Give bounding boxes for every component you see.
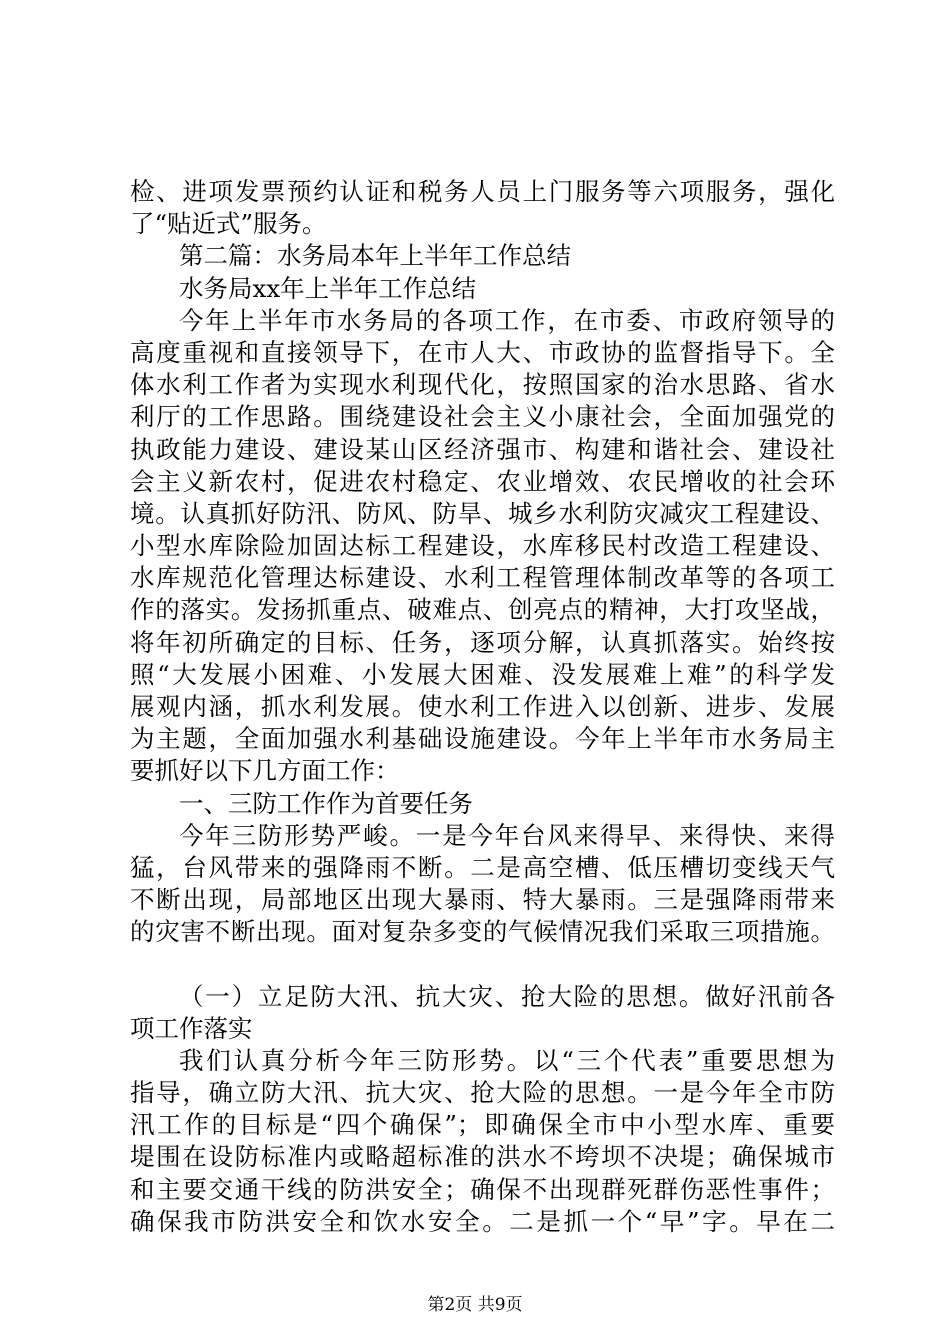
text-line: 指导，确立防大汛、抗大灾、抢大险的思想。一是今年全市防 (130, 1078, 835, 1108)
text-line: 执政能力建设、建设某山区经济强市、构建和谐社会、建设社 (130, 434, 835, 464)
text-line: 一、三防工作作为首要任务 (179, 788, 473, 818)
text-line: 要抓好以下几方面工作： (130, 756, 400, 786)
text-line: 将年初所确定的目标、任务，逐项分解，认真抓落实。始终按 (130, 627, 835, 657)
text-line: 了“贴近式”服务。 (130, 209, 327, 239)
text-line: 我们认真分析今年三防形势。以“三个代表”重要思想为 (179, 1045, 835, 1075)
text-block-first (130, 176, 835, 949)
text-line: 为主题，全面加强水利基础设施建设。今年上半年市水务局主 (130, 724, 835, 754)
text-line: 检、进项发票预约认证和税务人员上门服务等六项服务，强化 (130, 177, 835, 206)
text-line: 体水利工作者为实现水利现代化，按照国家的治水思路、省水 (130, 370, 835, 400)
text-line: 水务局xx年上半年工作总结 (179, 273, 477, 303)
text-line: 作的落实。发扬抓重点、破难点、创亮点的精神，大打攻坚战， (130, 595, 835, 625)
text-line: 利厅的工作思路。围绕建设社会主义小康社会，全面加强党的 (130, 402, 835, 432)
document-body (130, 176, 835, 1238)
text-line: 堤围在设防标准内或略超标准的洪水不垮坝不决堤；确保城市 (130, 1142, 835, 1172)
text-line: 第二篇：水务局本年上半年工作总结 (179, 241, 571, 271)
text-line: 照“大发展小困难、小发展大困难、没发展难上难”的科学发 (130, 659, 835, 689)
text-line: 和主要交通干线的防洪安全；确保不出现群死群伤恶性事件； (130, 1174, 835, 1204)
text-line: 今年上半年市水务局的各项工作，在市委、市政府领导的 (179, 305, 835, 335)
text-line: 确保我市防洪安全和饮水安全。二是抓一个“早”字。早在二 (130, 1206, 835, 1236)
text-line: 汛工作的目标是“四个确保”；即确保全市中小型水库、重要 (130, 1110, 835, 1140)
text-line: （一）立足防大汛、抗大灾、抢大险的思想。做好汛前各 (179, 981, 835, 1011)
text-line: 境。认真抓好防汛、防风、防旱、城乡水利防灾减灾工程建设、 (130, 498, 835, 528)
text-line: 今年三防形势严峻。一是今年台风来得早、来得快、来得 (179, 820, 835, 850)
text-line: 会主义新农村，促进农村稳定、农业增效、农民增收的社会环 (130, 466, 835, 496)
text-line: 高度重视和直接领导下，在市人大、市政协的监督指导下。全 (130, 337, 835, 367)
text-line: 小型水库除险加固达标工程建设，水库移民村改造工程建设、 (130, 531, 835, 561)
text-line: 水库规范化管理达标建设、水利工程管理体制改革等的各项工 (130, 563, 835, 593)
text-line: 项工作落实 (130, 1013, 253, 1043)
text-line: 不断出现，局部地区出现大暴雨、特大暴雨。三是强降雨带来 (130, 885, 835, 915)
text-line: 展观内涵，抓水利发展。使水利工作进入以创新、进步、发展 (130, 692, 835, 721)
text-block-second (130, 981, 835, 1239)
text-line: 的灾害不断出现。面对复杂多变的气候情况我们采取三项措施。 (130, 917, 835, 947)
text-line: 猛，台风带来的强降雨不断。二是高空槽、低压槽切变线天气 (130, 852, 835, 882)
page-footer: 第2页 共9页 (427, 1295, 523, 1315)
paragraph-gap (130, 949, 835, 981)
